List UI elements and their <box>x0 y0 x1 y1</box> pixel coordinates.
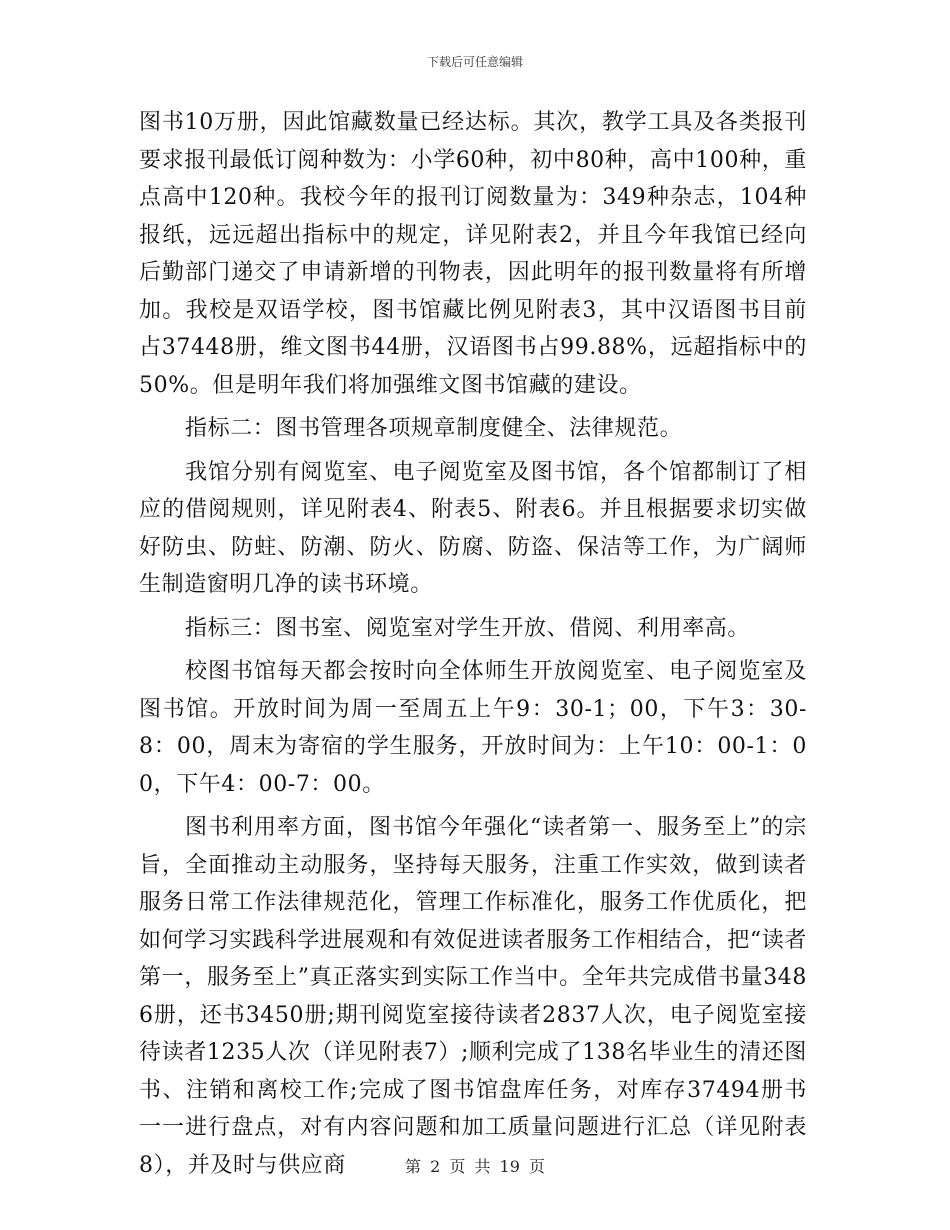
document-body <box>139 104 807 1184</box>
paragraph-opening-hours: 校图书馆每天都会按时向全体师生开放阅览室、电子阅览室及图书馆。开放时间为周一至周五上午9：30-1；00，下午3：30-8：00，周末为寄宿的学生服务，开放时间为：上午10：00-1：00，下午4：00-7：00。 <box>139 659 807 797</box>
paragraph-indicator-two-heading: 指标二：图书管理各项规章制度健全、法律规范。 <box>185 416 683 441</box>
paragraph-collection-summary: 图书10万册，因此馆藏数量已经达标。其次，教学工具及各类报刊要求报刊最低订阅种数为：小学60种，初中80种，高中100种，重点高中120种。我校今年的报刊订阅数量为：349种杂志，104种报纸，远远超出指标中的规定，详见附表2，并且今年我馆已经向后勤部门递交了申请新增的刊物表，因此明年的报刊数量将有所增加。我校是双语学校，图书馆藏比例见附表3，其中汉语图书目前占37448册，维文图书44册，汉语图书占99.88%，远超指标中的50%。但是明年我们将加强维文图书馆藏的建设。 <box>139 110 807 398</box>
paragraph-indicator-three-heading: 指标三：图书室、阅览室对学生开放、借阅、利用率高。 <box>185 615 751 641</box>
page-number-footer: 第 2 页 共 19 页 <box>405 1157 545 1176</box>
paragraph-borrowing-rules: 我馆分别有阅览室、电子阅览室及图书馆，各个馆都制订了相应的借阅规则，详见附表4、附表5、附表6。并且根据要求切实做好防虫、防蛀、防潮、防火、防腐、防盗、保洁等工作，为广阔师生制造窗明几净的读书环境。 <box>139 459 807 597</box>
page-header: 下载后可任意编辑 <box>426 55 523 69</box>
paragraph-utilization: 图书利用率方面，图书馆今年强化“读者第一、服务至上”的宗旨，全面推动主动服务，坚持每天服务，注重工作实效，做到读者服务日常工作法律规范化，管理工作标准化，服务工作优质化，把如何学习实践科学进展观和有效促进读者服务工作相结合，把“读者第一，服务至上”真正落实到实际工作当中。全年共完成借书量3486册，还书3450册;期刊阅览室接待读者2837人次，电子阅览室接待读者1235人次（详见附表7）;顺利完成了138名毕业生的清还图书、注销和离校工作;完成了图书馆盘库任务，对库存37494册书一一进行盘点，对有内容问题和加工质量问题进行汇总（详见附表8），并及时与供应商 <box>139 815 807 1178</box>
